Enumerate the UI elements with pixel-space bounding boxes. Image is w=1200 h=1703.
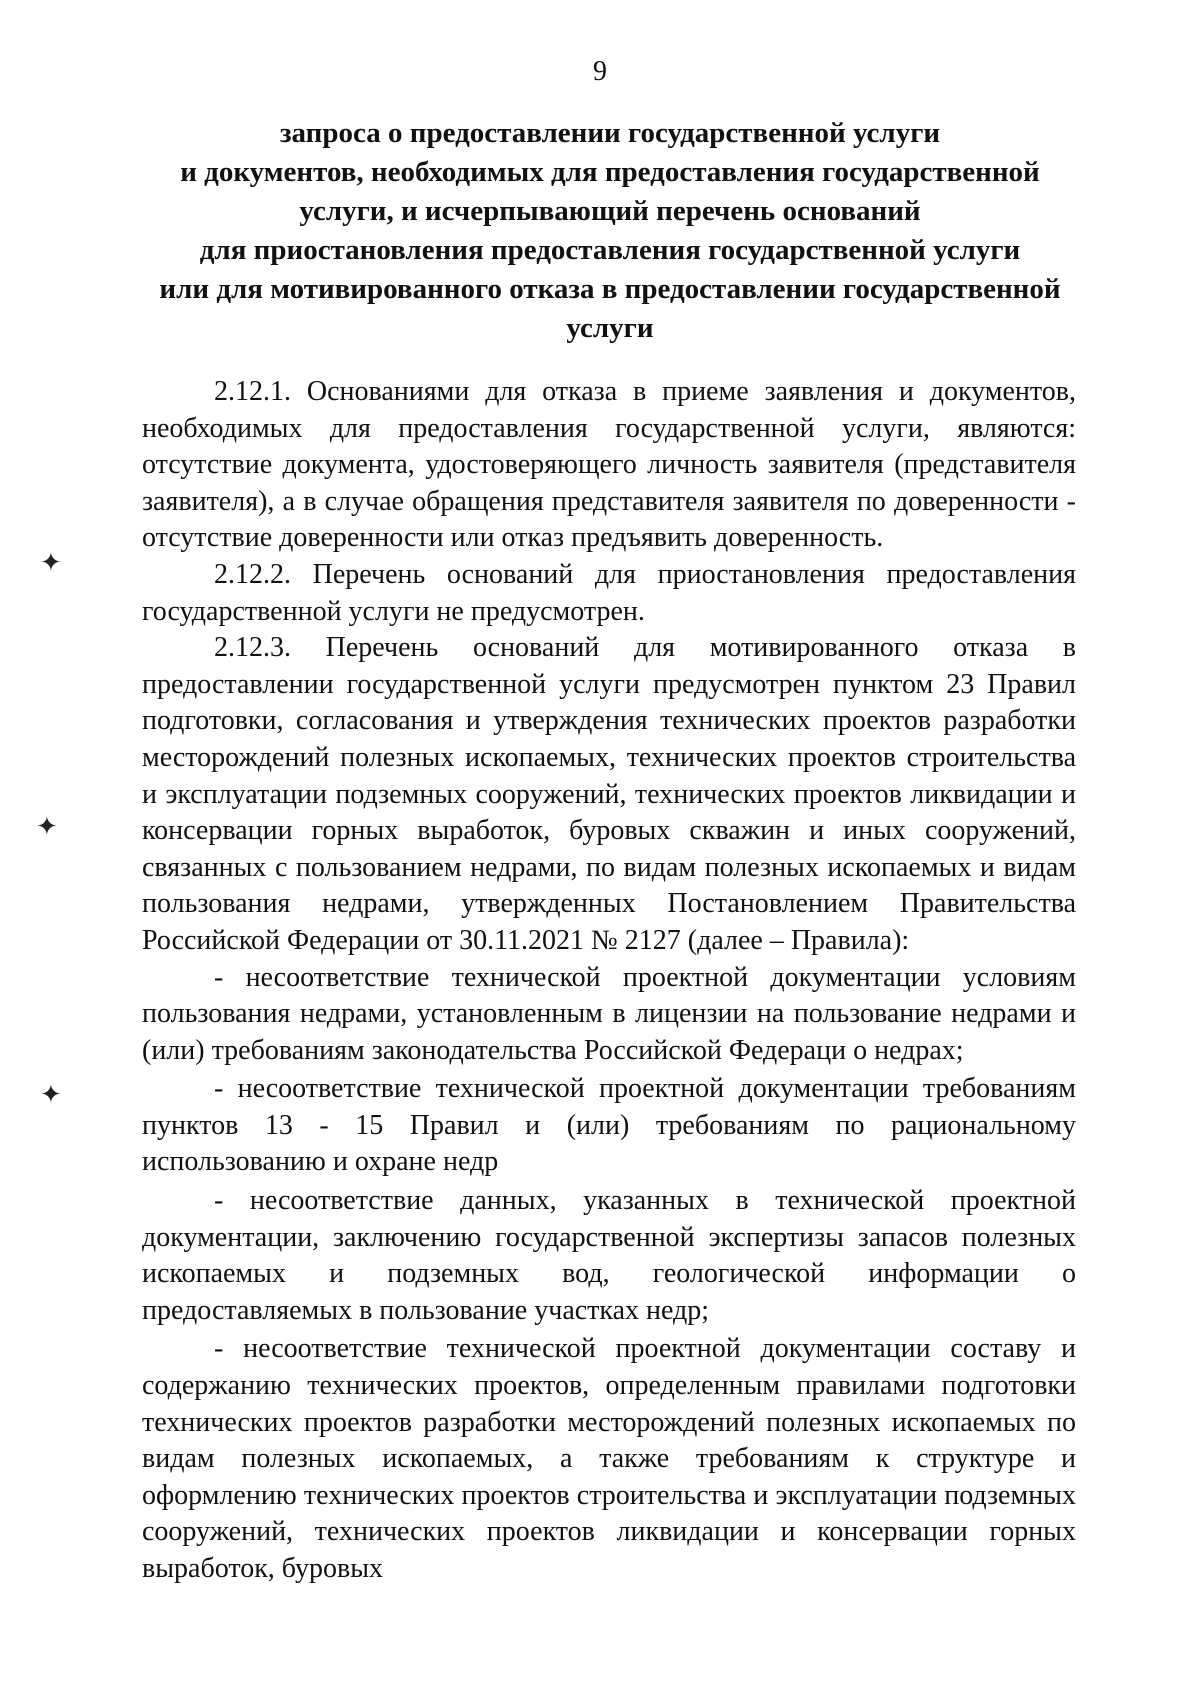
section-title bbox=[140, 114, 1080, 348]
list-item-license-conditions: - несоответствие технической проектной документации условиям пользования недрами, установленным в лицензии на пользование недрами и (или) требованиям законодательства Российской Федераци о недрах; bbox=[142, 961, 1076, 1066]
title-line: для приостановления предоставления государственной услуги bbox=[199, 234, 1021, 266]
title-line: и документов, необходимых для предоставления государственной bbox=[180, 156, 1040, 188]
paragraph-2-12-1: 2.12.1. Основаниями для отказа в приеме заявления и документов, необходимых для предоставления государственной услуги, являются: отсутствие документа, удостоверяющего личность заявителя (представителя заявителя), а в случае обращения представителя заявителя по доверенности - отсутствие доверенности или отказ предъявить доверенность. bbox=[142, 376, 1076, 554]
title-line: услуги, и исчерпывающий перечень оснований bbox=[299, 195, 921, 227]
list-item-rules-requirements: - несоответствие технической проектной документации требованиям пунктов 13 - 15 Правил и (или) требованиям по рациональному использованию и охране недр bbox=[142, 1073, 1076, 1178]
list-item-expertise-data: - несоответствие данных, указанных в технической проектной документации, заключению государственной экспертизы запасов полезных ископаемых и подземных вод, геологической информации о предоставляемых в пользование участках недр; bbox=[142, 1185, 1076, 1326]
page-number: 9 bbox=[593, 56, 607, 87]
paragraph-2-12-3: 2.12.3. Перечень оснований для мотивированного отказа в предоставлении государственной услуги предусмотрен пунктом 23 Правил подготовки, согласования и утверждения технических проектов разработки месторождений полезных ископаемых, технических проектов строительства и эксплуатации подземных сооружений, технических проектов ликвидации и консервации горных выработок, буровых скважин и иных сооружений, связанных с пользованием недрами, по видам полезных ископаемых и видам пользования недрами, утвержденных Постановлением Правительства Российской Федерации от 30.11.2021 № 2127 (далее – Правила): bbox=[142, 632, 1076, 956]
paragraph-2-12-2: 2.12.2. Перечень оснований для приостановления предоставления государственной услуги не предусмотрен. bbox=[142, 558, 1076, 627]
document-body bbox=[142, 374, 1076, 1588]
title-line: запроса о предоставлении государственной услуги bbox=[279, 117, 941, 149]
scan-speck: ✦ bbox=[40, 548, 62, 578]
list-item-project-composition: - несоответствие технической проектной документации составу и содержанию технических проектов, определенным правилами подготовки технических проектов разработки месторождений полезных ископаемых по видам полезных ископаемых, а также требованиям к структуре и оформлению технических проектов строительства и эксплуатации подземных сооружений, технических проектов ликвидации и консервации горных выработок, буровых bbox=[142, 1333, 1076, 1584]
title-line: услуги bbox=[566, 312, 654, 344]
title-line: или для мотивированного отказа в предоставлении государственной bbox=[159, 273, 1061, 305]
scan-speck: ✦ bbox=[36, 812, 58, 842]
scan-speck: ✦ bbox=[40, 1080, 62, 1110]
